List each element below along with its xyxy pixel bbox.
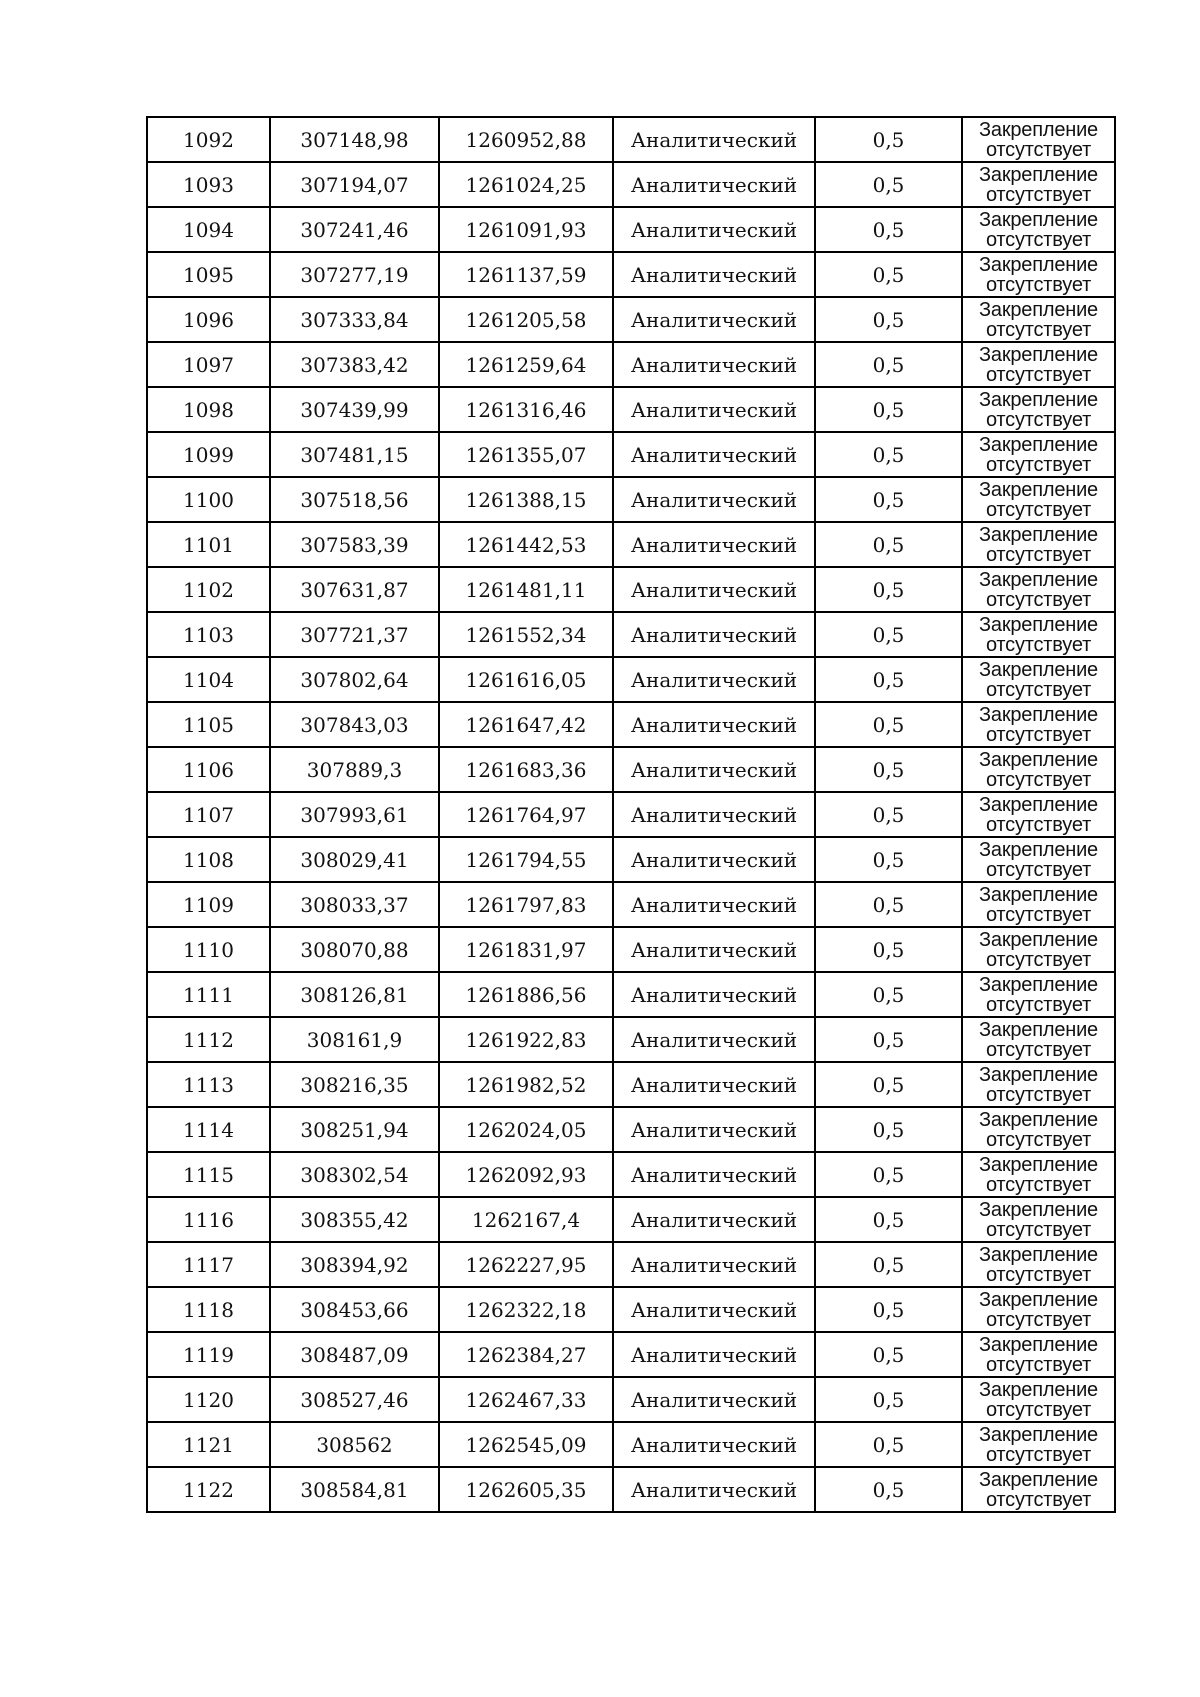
y-coordinate-cell: 1261091,93: [439, 207, 613, 252]
accuracy-cell: 0,5: [815, 1377, 962, 1422]
table-row: [147, 1062, 1115, 1107]
method-cell: Аналитический: [613, 252, 815, 297]
y-coordinate-cell: 1261552,34: [439, 612, 613, 657]
y-coordinate-cell: 1262092,93: [439, 1152, 613, 1197]
method-cell: Аналитический: [613, 297, 815, 342]
fixation-cell: [962, 747, 1115, 792]
fixation-text: Закрепление отсутствует: [979, 1198, 1098, 1241]
fixation-text: Закрепление отсутствует: [979, 1243, 1098, 1286]
fixation-cell: [962, 1152, 1115, 1197]
method-cell: Аналитический: [613, 1377, 815, 1422]
fixation-text: Закрепление отсутствует: [979, 253, 1098, 296]
coordinates-table: [146, 116, 1116, 1513]
fixation-text: Закрепление отсутствует: [979, 163, 1098, 206]
accuracy-cell: 0,5: [815, 1062, 962, 1107]
accuracy-cell: 0,5: [815, 207, 962, 252]
fixation-text: Закрепление отсутствует: [979, 928, 1098, 971]
table-row: [147, 477, 1115, 522]
y-coordinate-cell: 1261481,11: [439, 567, 613, 612]
table-row: [147, 972, 1115, 1017]
y-coordinate-cell: 1261794,55: [439, 837, 613, 882]
y-coordinate-cell: 1261683,36: [439, 747, 613, 792]
point-number-cell: 1103: [147, 612, 270, 657]
method-cell: Аналитический: [613, 1242, 815, 1287]
y-coordinate-cell: 1262467,33: [439, 1377, 613, 1422]
point-number-cell: 1104: [147, 657, 270, 702]
accuracy-cell: 0,5: [815, 297, 962, 342]
accuracy-cell: 0,5: [815, 882, 962, 927]
fixation-text: Закрепление отсутствует: [979, 973, 1098, 1016]
accuracy-cell: 0,5: [815, 1332, 962, 1377]
method-cell: Аналитический: [613, 972, 815, 1017]
table-row: [147, 792, 1115, 837]
point-number-cell: 1118: [147, 1287, 270, 1332]
table-row: [147, 1197, 1115, 1242]
fixation-cell: [962, 1017, 1115, 1062]
fixation-text: Закрепление отсутствует: [979, 703, 1098, 746]
x-coordinate-cell: 307383,42: [270, 342, 439, 387]
method-cell: Аналитический: [613, 1332, 815, 1377]
accuracy-cell: 0,5: [815, 702, 962, 747]
y-coordinate-cell: 1262545,09: [439, 1422, 613, 1467]
fixation-text: Закрепление отсутствует: [979, 298, 1098, 341]
fixation-cell: [962, 1422, 1115, 1467]
y-coordinate-cell: 1262384,27: [439, 1332, 613, 1377]
document-page: [146, 116, 1116, 1513]
table-row: [147, 747, 1115, 792]
fixation-cell: [962, 387, 1115, 432]
y-coordinate-cell: 1261886,56: [439, 972, 613, 1017]
method-cell: Аналитический: [613, 792, 815, 837]
fixation-cell: [962, 972, 1115, 1017]
method-cell: Аналитический: [613, 702, 815, 747]
method-cell: Аналитический: [613, 1107, 815, 1152]
accuracy-cell: 0,5: [815, 1107, 962, 1152]
table-row: [147, 252, 1115, 297]
x-coordinate-cell: 307889,3: [270, 747, 439, 792]
y-coordinate-cell: 1261024,25: [439, 162, 613, 207]
fixation-text: Закрепление отсутствует: [979, 1018, 1098, 1061]
x-coordinate-cell: 308029,41: [270, 837, 439, 882]
table-row: [147, 1152, 1115, 1197]
fixation-cell: [962, 252, 1115, 297]
y-coordinate-cell: 1262227,95: [439, 1242, 613, 1287]
fixation-cell: [962, 792, 1115, 837]
table-row: [147, 1467, 1115, 1512]
fixation-text: Закрепление отсутствует: [979, 793, 1098, 836]
accuracy-cell: 0,5: [815, 657, 962, 702]
method-cell: Аналитический: [613, 432, 815, 477]
accuracy-cell: 0,5: [815, 837, 962, 882]
fixation-cell: [962, 1197, 1115, 1242]
method-cell: Аналитический: [613, 522, 815, 567]
y-coordinate-cell: 1261922,83: [439, 1017, 613, 1062]
accuracy-cell: 0,5: [815, 1017, 962, 1062]
point-number-cell: 1122: [147, 1467, 270, 1512]
fixation-cell: [962, 342, 1115, 387]
x-coordinate-cell: 307802,64: [270, 657, 439, 702]
point-number-cell: 1119: [147, 1332, 270, 1377]
fixation-cell: [962, 1287, 1115, 1332]
x-coordinate-cell: 307148,98: [270, 117, 439, 162]
table-row: [147, 567, 1115, 612]
method-cell: Аналитический: [613, 387, 815, 432]
table-row: [147, 612, 1115, 657]
y-coordinate-cell: 1261388,15: [439, 477, 613, 522]
fixation-cell: [962, 882, 1115, 927]
x-coordinate-cell: 307631,87: [270, 567, 439, 612]
fixation-cell: [962, 1242, 1115, 1287]
y-coordinate-cell: 1261259,64: [439, 342, 613, 387]
x-coordinate-cell: 308584,81: [270, 1467, 439, 1512]
fixation-cell: [962, 1377, 1115, 1422]
y-coordinate-cell: 1261442,53: [439, 522, 613, 567]
table-row: [147, 882, 1115, 927]
fixation-text: Закрепление отсутствует: [979, 523, 1098, 566]
fixation-cell: [962, 612, 1115, 657]
table-body: [147, 117, 1115, 1512]
method-cell: Аналитический: [613, 1197, 815, 1242]
point-number-cell: 1121: [147, 1422, 270, 1467]
fixation-cell: [962, 567, 1115, 612]
fixation-text: Закрепление отсутствует: [979, 388, 1098, 431]
fixation-text: Закрепление отсутствует: [979, 613, 1098, 656]
fixation-cell: [962, 1062, 1115, 1107]
table-row: [147, 1242, 1115, 1287]
table-row: [147, 927, 1115, 972]
y-coordinate-cell: 1261137,59: [439, 252, 613, 297]
fixation-text: Закрепление отсутствует: [979, 1288, 1098, 1331]
fixation-cell: [962, 1107, 1115, 1152]
accuracy-cell: 0,5: [815, 1422, 962, 1467]
fixation-cell: [962, 522, 1115, 567]
point-number-cell: 1113: [147, 1062, 270, 1107]
x-coordinate-cell: 307583,39: [270, 522, 439, 567]
method-cell: Аналитический: [613, 1017, 815, 1062]
method-cell: Аналитический: [613, 657, 815, 702]
point-number-cell: 1115: [147, 1152, 270, 1197]
table-row: [147, 702, 1115, 747]
accuracy-cell: 0,5: [815, 342, 962, 387]
x-coordinate-cell: 307843,03: [270, 702, 439, 747]
accuracy-cell: 0,5: [815, 747, 962, 792]
fixation-cell: [962, 927, 1115, 972]
point-number-cell: 1105: [147, 702, 270, 747]
point-number-cell: 1093: [147, 162, 270, 207]
fixation-text: Закрепление отсутствует: [979, 568, 1098, 611]
method-cell: Аналитический: [613, 1152, 815, 1197]
table-row: [147, 657, 1115, 702]
y-coordinate-cell: 1261797,83: [439, 882, 613, 927]
y-coordinate-cell: 1261647,42: [439, 702, 613, 747]
point-number-cell: 1097: [147, 342, 270, 387]
method-cell: Аналитический: [613, 927, 815, 972]
accuracy-cell: 0,5: [815, 792, 962, 837]
table-row: [147, 387, 1115, 432]
point-number-cell: 1109: [147, 882, 270, 927]
method-cell: Аналитический: [613, 207, 815, 252]
point-number-cell: 1100: [147, 477, 270, 522]
point-number-cell: 1108: [147, 837, 270, 882]
method-cell: Аналитический: [613, 162, 815, 207]
table-row: [147, 1107, 1115, 1152]
x-coordinate-cell: 308355,42: [270, 1197, 439, 1242]
x-coordinate-cell: 307481,15: [270, 432, 439, 477]
point-number-cell: 1095: [147, 252, 270, 297]
x-coordinate-cell: 308302,54: [270, 1152, 439, 1197]
x-coordinate-cell: 308126,81: [270, 972, 439, 1017]
x-coordinate-cell: 308033,37: [270, 882, 439, 927]
accuracy-cell: 0,5: [815, 477, 962, 522]
table-row: [147, 1422, 1115, 1467]
x-coordinate-cell: 308161,9: [270, 1017, 439, 1062]
y-coordinate-cell: 1261831,97: [439, 927, 613, 972]
x-coordinate-cell: 307721,37: [270, 612, 439, 657]
fixation-cell: [962, 702, 1115, 747]
table-row: [147, 297, 1115, 342]
point-number-cell: 1099: [147, 432, 270, 477]
point-number-cell: 1120: [147, 1377, 270, 1422]
point-number-cell: 1101: [147, 522, 270, 567]
accuracy-cell: 0,5: [815, 1152, 962, 1197]
table-row: [147, 117, 1115, 162]
method-cell: Аналитический: [613, 342, 815, 387]
fixation-text: Закрепление отсутствует: [979, 208, 1098, 251]
fixation-text: Закрепление отсутствует: [979, 1108, 1098, 1151]
y-coordinate-cell: 1261982,52: [439, 1062, 613, 1107]
fixation-text: Закрепление отсутствует: [979, 748, 1098, 791]
fixation-cell: [962, 1467, 1115, 1512]
point-number-cell: 1114: [147, 1107, 270, 1152]
fixation-text: Закрепление отсутствует: [979, 658, 1098, 701]
table-row: [147, 1332, 1115, 1377]
point-number-cell: 1092: [147, 117, 270, 162]
fixation-text: Закрепление отсутствует: [979, 883, 1098, 926]
fixation-text: Закрепление отсутствует: [979, 1468, 1098, 1511]
point-number-cell: 1112: [147, 1017, 270, 1062]
x-coordinate-cell: 308251,94: [270, 1107, 439, 1152]
y-coordinate-cell: 1262605,35: [439, 1467, 613, 1512]
method-cell: Аналитический: [613, 1467, 815, 1512]
point-number-cell: 1098: [147, 387, 270, 432]
fixation-cell: [962, 1332, 1115, 1377]
accuracy-cell: 0,5: [815, 972, 962, 1017]
table-row: [147, 1377, 1115, 1422]
x-coordinate-cell: 307439,99: [270, 387, 439, 432]
y-coordinate-cell: 1261355,07: [439, 432, 613, 477]
accuracy-cell: 0,5: [815, 432, 962, 477]
accuracy-cell: 0,5: [815, 117, 962, 162]
fixation-text: Закрепление отсутствует: [979, 478, 1098, 521]
method-cell: Аналитический: [613, 1422, 815, 1467]
fixation-text: Закрепление отсутствует: [979, 1423, 1098, 1466]
accuracy-cell: 0,5: [815, 927, 962, 972]
fixation-cell: [962, 117, 1115, 162]
y-coordinate-cell: 1262167,4: [439, 1197, 613, 1242]
table-row: [147, 342, 1115, 387]
point-number-cell: 1107: [147, 792, 270, 837]
fixation-text: Закрепление отсутствует: [979, 1378, 1098, 1421]
table-row: [147, 522, 1115, 567]
y-coordinate-cell: 1261205,58: [439, 297, 613, 342]
accuracy-cell: 0,5: [815, 522, 962, 567]
accuracy-cell: 0,5: [815, 252, 962, 297]
method-cell: Аналитический: [613, 117, 815, 162]
accuracy-cell: 0,5: [815, 162, 962, 207]
method-cell: Аналитический: [613, 747, 815, 792]
fixation-cell: [962, 207, 1115, 252]
method-cell: Аналитический: [613, 1062, 815, 1107]
x-coordinate-cell: 308527,46: [270, 1377, 439, 1422]
fixation-text: Закрепление отсутствует: [979, 433, 1098, 476]
x-coordinate-cell: 308394,92: [270, 1242, 439, 1287]
y-coordinate-cell: 1262024,05: [439, 1107, 613, 1152]
x-coordinate-cell: 307241,46: [270, 207, 439, 252]
point-number-cell: 1096: [147, 297, 270, 342]
accuracy-cell: 0,5: [815, 1467, 962, 1512]
fixation-text: Закрепление отсутствует: [979, 1153, 1098, 1196]
fixation-text: Закрепление отсутствует: [979, 1063, 1098, 1106]
accuracy-cell: 0,5: [815, 1242, 962, 1287]
x-coordinate-cell: 308216,35: [270, 1062, 439, 1107]
y-coordinate-cell: 1262322,18: [439, 1287, 613, 1332]
y-coordinate-cell: 1260952,88: [439, 117, 613, 162]
fixation-text: Закрепление отсутствует: [979, 118, 1098, 161]
point-number-cell: 1110: [147, 927, 270, 972]
y-coordinate-cell: 1261764,97: [439, 792, 613, 837]
point-number-cell: 1117: [147, 1242, 270, 1287]
point-number-cell: 1106: [147, 747, 270, 792]
fixation-text: Закрепление отсутствует: [979, 838, 1098, 881]
accuracy-cell: 0,5: [815, 1287, 962, 1332]
x-coordinate-cell: 308562: [270, 1422, 439, 1467]
method-cell: Аналитический: [613, 882, 815, 927]
accuracy-cell: 0,5: [815, 1197, 962, 1242]
y-coordinate-cell: 1261616,05: [439, 657, 613, 702]
method-cell: Аналитический: [613, 612, 815, 657]
table-row: [147, 207, 1115, 252]
x-coordinate-cell: 307277,19: [270, 252, 439, 297]
x-coordinate-cell: 308070,88: [270, 927, 439, 972]
fixation-cell: [962, 657, 1115, 702]
fixation-cell: [962, 837, 1115, 882]
x-coordinate-cell: 308487,09: [270, 1332, 439, 1377]
method-cell: Аналитический: [613, 1287, 815, 1332]
x-coordinate-cell: 307518,56: [270, 477, 439, 522]
fixation-cell: [962, 162, 1115, 207]
point-number-cell: 1116: [147, 1197, 270, 1242]
point-number-cell: 1094: [147, 207, 270, 252]
accuracy-cell: 0,5: [815, 387, 962, 432]
y-coordinate-cell: 1261316,46: [439, 387, 613, 432]
x-coordinate-cell: 307333,84: [270, 297, 439, 342]
method-cell: Аналитический: [613, 477, 815, 522]
fixation-text: Закрепление отсутствует: [979, 343, 1098, 386]
table-row: [147, 1287, 1115, 1332]
fixation-text: Закрепление отсутствует: [979, 1333, 1098, 1376]
point-number-cell: 1102: [147, 567, 270, 612]
accuracy-cell: 0,5: [815, 567, 962, 612]
fixation-cell: [962, 477, 1115, 522]
table-row: [147, 837, 1115, 882]
fixation-cell: [962, 432, 1115, 477]
point-number-cell: 1111: [147, 972, 270, 1017]
fixation-cell: [962, 297, 1115, 342]
method-cell: Аналитический: [613, 567, 815, 612]
accuracy-cell: 0,5: [815, 612, 962, 657]
table-row: [147, 162, 1115, 207]
x-coordinate-cell: 307993,61: [270, 792, 439, 837]
x-coordinate-cell: 308453,66: [270, 1287, 439, 1332]
method-cell: Аналитический: [613, 837, 815, 882]
table-row: [147, 432, 1115, 477]
table-row: [147, 1017, 1115, 1062]
x-coordinate-cell: 307194,07: [270, 162, 439, 207]
